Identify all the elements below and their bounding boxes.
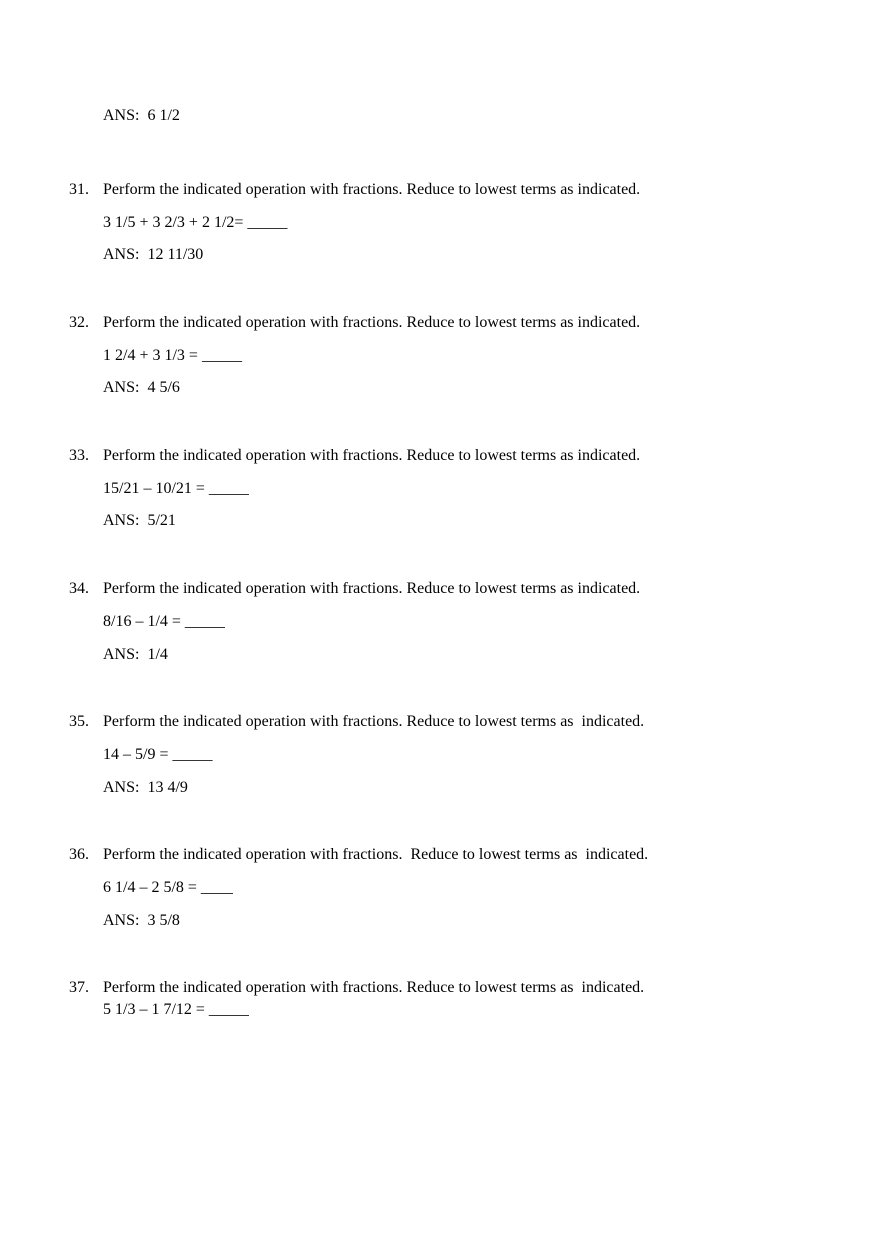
question-expression: 5 1/3 – 1 7/12 = _____ [103,1001,249,1018]
question-answer [103,778,188,798]
ans-value: 12 11/30 [147,246,204,263]
ans-value: 6 1/2 [147,107,180,124]
ans-label: ANS: [103,646,140,663]
question-answer [103,511,176,531]
top-answer [103,106,180,126]
question-number: 34. [69,580,89,597]
question-expression: 14 – 5/9 = _____ [103,746,213,763]
question-number: 31. [69,181,89,198]
question-prompt: Perform the indicated operation with fractions. Reduce to lowest terms as indicated. [103,846,649,863]
question-expression: 15/21 – 10/21 = _____ [103,480,249,497]
question-number: 33. [69,447,89,464]
ans-value: 3 5/8 [147,912,180,929]
question-answer [103,245,203,265]
question-expression: 6 1/4 – 2 5/8 = ____ [103,879,233,896]
ans-label: ANS: [103,379,140,396]
question-number: 36. [69,846,89,863]
question-expression: 3 1/5 + 3 2/3 + 2 1/2= _____ [103,214,288,231]
question-expression: 8/16 – 1/4 = _____ [103,613,225,630]
question-answer [103,911,180,931]
question-prompt: Perform the indicated operation with fractions. Reduce to lowest terms as indicated. [103,447,641,464]
ans-value: 5/21 [147,512,176,529]
question-expression: 1 2/4 + 3 1/3 = _____ [103,347,242,364]
question-answer [103,378,180,398]
question-number: 35. [69,713,89,730]
question-prompt: Perform the indicated operation with fractions. Reduce to lowest terms as indicated. [103,314,641,331]
question-number: 32. [69,314,89,331]
question-prompt: Perform the indicated operation with fractions. Reduce to lowest terms as indicated. [103,580,641,597]
ans-label: ANS: [103,512,140,529]
ans-value: 13 4/9 [147,779,188,796]
ans-label: ANS: [103,107,140,124]
question-prompt: Perform the indicated operation with fractions. Reduce to lowest terms as indicated. [103,181,641,198]
ans-label: ANS: [103,912,140,929]
ans-value: 4 5/6 [147,379,180,396]
ans-label: ANS: [103,246,140,263]
ans-label: ANS: [103,779,140,796]
question-answer [103,645,168,665]
question-number: 37. [69,979,89,996]
question-prompt: Perform the indicated operation with fractions. Reduce to lowest terms as indicated. [103,713,645,730]
ans-value: 1/4 [147,646,168,663]
question-prompt: Perform the indicated operation with fractions. Reduce to lowest terms as indicated. [103,979,645,996]
